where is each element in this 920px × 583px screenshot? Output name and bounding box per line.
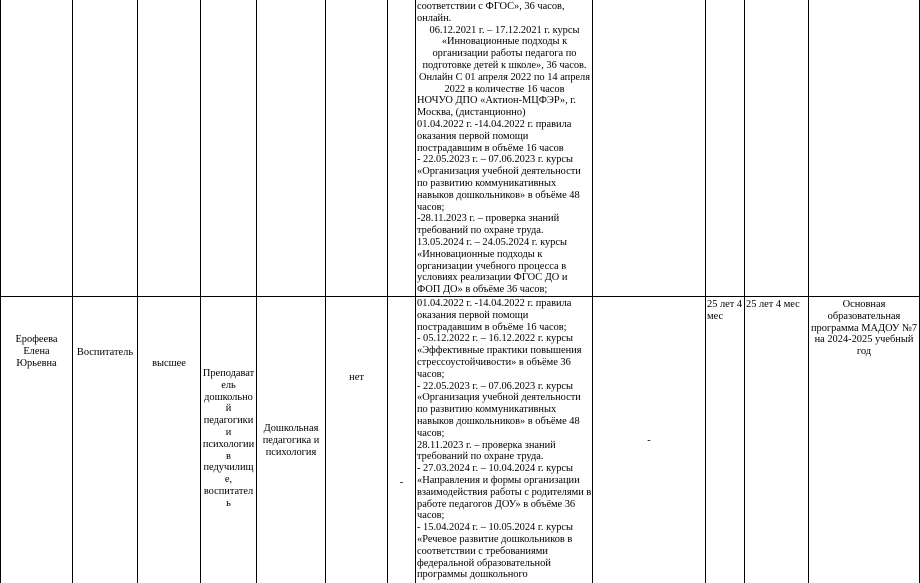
course-line: взаимодействия работы с родителями в: [417, 486, 592, 498]
table-border: [256, 0, 257, 583]
experience-line: мес: [707, 310, 724, 322]
table-border: [387, 0, 388, 583]
course-line: «Эффективные практики повышения: [417, 345, 582, 357]
course-line: навыков дошкольников» в объёме 48: [417, 189, 580, 201]
qualification-line: е,: [224, 474, 233, 486]
course-line: 28.11.2023 г. – проверка знаний: [417, 439, 556, 451]
course-line: «Инновационные подходы к: [441, 36, 568, 48]
course-line: «Направления и формы организации: [417, 474, 580, 486]
qualification-line: й: [225, 403, 232, 415]
qualification-line: психологии: [202, 438, 255, 450]
retraining: [593, 435, 705, 447]
name-line: Елена: [23, 345, 50, 357]
position-text: Воспитатель: [76, 347, 134, 358]
experience-line: 25 лет 4: [707, 299, 743, 310]
course-line: требований по охране труда.: [417, 225, 544, 237]
course-line: - 05.12.2022 г. – 16.12.2022 г. курсы: [417, 333, 574, 345]
program-line: программа МАДОУ №7: [810, 322, 918, 334]
academic-degree: [326, 372, 387, 384]
table-border: [744, 0, 745, 583]
program-line: Основная: [842, 299, 886, 310]
course-line: организации учебного процесса в: [417, 260, 567, 272]
qualification: [201, 368, 256, 510]
course-line: пострадавшим в объёме 16 часов;: [417, 321, 567, 333]
course-line: условиях реализации ФГОС ДО и: [417, 272, 568, 284]
education-text: высшее: [152, 358, 186, 369]
qualification-line: ь: [226, 497, 231, 509]
course-line: 01.04.2022 г. -14.04.2022 г. правила: [417, 118, 572, 130]
course-line: -28.11.2023 г. – проверка знаний: [417, 213, 560, 225]
course-line: оказания первой помощи: [417, 309, 529, 321]
qualification-line: педагогики: [203, 415, 254, 427]
course-line: «Речевое развитие дошкольников в: [417, 533, 573, 545]
qualification-line: в: [226, 450, 231, 462]
table-border: [705, 0, 706, 583]
table-border: [72, 0, 73, 583]
qualification-line: и: [225, 426, 232, 438]
degree-text: нет: [349, 372, 364, 383]
academic-title: [388, 477, 415, 489]
course-line: часов;: [417, 368, 445, 380]
qualification-line: Преподават: [202, 368, 255, 379]
course-line: требований по охране труда.: [417, 451, 544, 463]
program-line: год: [856, 346, 872, 358]
course-line: навыков дошкольников» в объёме 48: [417, 415, 580, 427]
course-line: 01.04.2022 г. -14.04.2022 г. правила: [417, 298, 572, 309]
specialty-line: Дошкольная: [263, 423, 319, 434]
course-line: 2022 в количестве 16 часов: [444, 83, 565, 95]
employee-position: [73, 347, 137, 359]
table-border: [137, 0, 138, 583]
course-line: 13.05.2024 г. – 24.05.2024 г. курсы: [417, 236, 567, 248]
course-line: оказания первой помощи: [417, 130, 529, 142]
course-line: соответствии с требованиями: [417, 545, 548, 557]
course-line: организации работы педагога по: [432, 48, 577, 60]
row1-courses: [417, 1, 592, 295]
course-line: «Организация учебной деятельности: [417, 166, 581, 178]
course-line: - 15.04.2024 г. – 10.05.2024 г. курсы: [417, 522, 574, 534]
course-line: по развитию коммуникативных: [417, 404, 557, 416]
specialty: [257, 423, 325, 458]
course-line: НОЧУО ДПО «Актион-МЦФЭР», г.: [417, 95, 576, 107]
course-line: «Инновационные подходы к: [417, 248, 543, 260]
course-line: - 22.05.2023 г. – 07.06.2023 г. курсы: [417, 154, 574, 166]
table-border: [415, 0, 416, 583]
course-line: часов;: [417, 510, 445, 522]
course-line: - 22.05.2023 г. – 07.06.2023 г. курсы: [417, 380, 574, 392]
specialty-line: педагогика и: [262, 434, 320, 446]
course-line: - 27.03.2024 г. – 10.04.2024 г. курсы: [417, 463, 574, 475]
education-level: [138, 358, 200, 370]
qualification-line: дошкольно: [204, 391, 253, 403]
teaching-experience-text: 25 лет 4 мес: [746, 299, 800, 310]
course-line: «Организация учебной деятельности: [417, 392, 581, 404]
course-line: соответствии с ФГОС», 36 часов,: [417, 1, 565, 12]
table-border: [808, 0, 809, 583]
education-program: [809, 299, 919, 358]
table-border: [0, 0, 1, 583]
course-line: программы дошкольного: [417, 569, 528, 581]
course-line: часов;: [417, 427, 445, 439]
name-line: Ерофеева: [15, 334, 58, 345]
course-line: Москва, (дистанционно): [417, 107, 526, 119]
teaching-experience: [746, 299, 808, 311]
program-line: на 2024-2025 учебный: [814, 334, 914, 346]
table-border: [592, 0, 593, 583]
table-border: [325, 0, 326, 583]
total-experience: [707, 299, 744, 323]
course-line: стрессоустойчивости» в объёме 36: [417, 356, 571, 368]
course-line: онлайн.: [417, 12, 452, 24]
table-border: [0, 296, 920, 297]
course-line: федеральной образовательной: [417, 557, 551, 569]
course-line: по развитию коммуникативных: [417, 177, 557, 189]
course-line: часов;: [417, 201, 445, 213]
qualification-line: ель: [221, 379, 236, 391]
qualification-line: воспитател: [203, 485, 254, 497]
program-line: образовательная: [827, 310, 901, 322]
row2-courses: [417, 298, 592, 583]
name-line: Юрьевна: [16, 357, 57, 369]
course-line: 06.12.2021 г. – 17.12.2021 г. курсы: [429, 24, 580, 36]
course-line: подготовке детей к школе», 36 часов.: [422, 59, 587, 71]
title-text: -: [399, 477, 404, 488]
specialty-line: психология: [265, 446, 317, 458]
employee-name: [1, 334, 72, 369]
course-line: работе педагогов ДОУ» в объёме 36: [417, 498, 576, 510]
retraining-text: -: [647, 435, 651, 446]
course-line: Онлайн С 01 апреля 2022 по 14 апреля: [418, 71, 591, 83]
qualification-line: педучилищ: [203, 462, 254, 474]
course-line: пострадавшим в объёме 16 часов: [417, 142, 564, 154]
course-line: ФОП ДО» в объёме 36 часов;: [417, 284, 548, 295]
